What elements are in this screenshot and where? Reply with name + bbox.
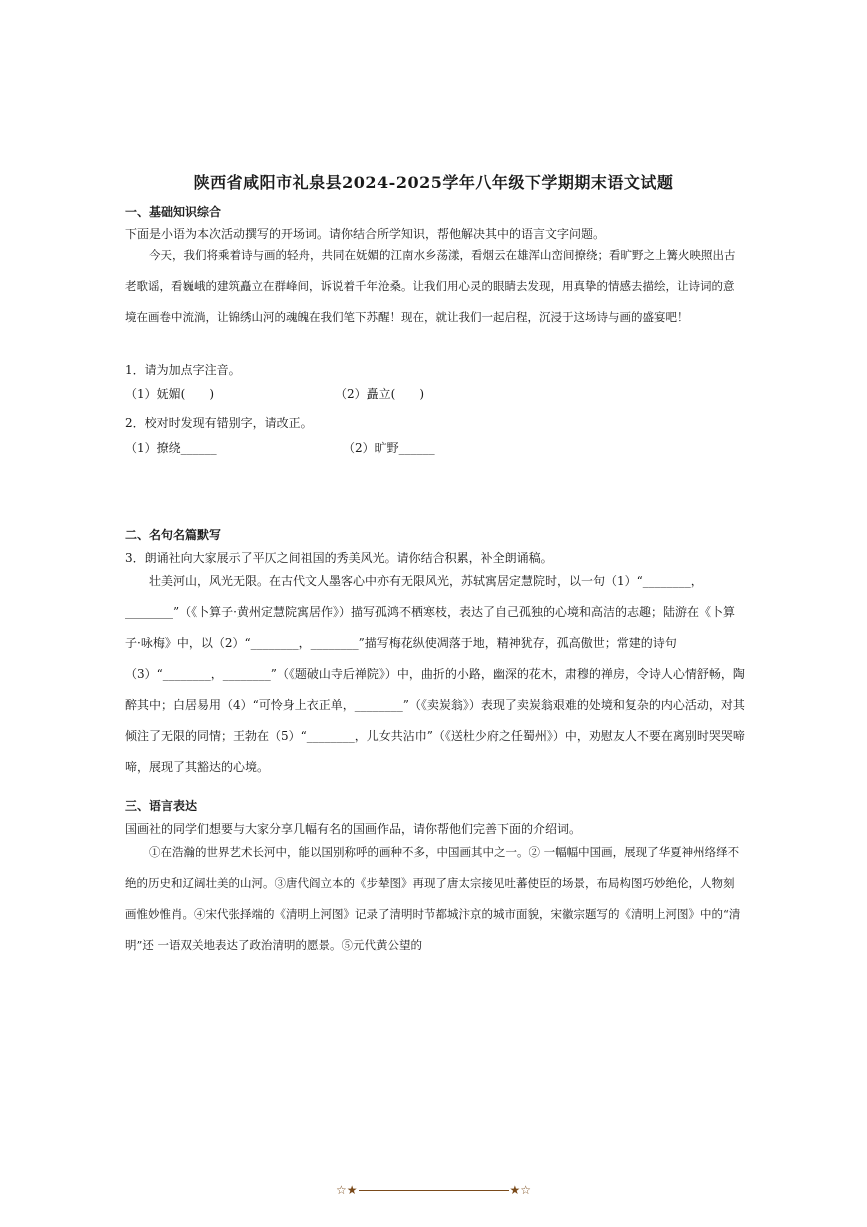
footer-right-stars: ★☆ [509,1183,532,1197]
section1-passage: 今天，我们将乘着诗与画的轻舟，共同在妩媚的江南水乡荡漾，看烟云在雄浑山峦间撩绕；看旷野之上篝火映照出古老歌谣，看巍峨的建筑矗立在群峰间，诉说着千年沧桑。让我们用心灵的眼睛去发现，用真挚的情感去描绘，让诗词的意境在画卷中流淌，让锦绣山河的魂魄在我们笔下苏醒！现在，就让我们一起启程，沉浸于这场诗与画的盛宴吧！ [125,248,736,324]
section1-intro: 下面是小语为本次活动撰写的开场词。请你结合所学知识，帮他解决其中的语言文字问题。 [125,227,606,241]
section3-heading: 三、语言表达 [125,799,198,813]
section3-intro: 国画社的同学们想要与大家分享几幅有名的国画作品，请你帮他们完善下面的介绍词。 [125,822,582,836]
question-3: 3．朗诵社向大家展示了平仄之间祖国的秀美风光。请你结合积累，补全朗诵稿。 [125,551,553,565]
footer-left-stars: ☆★ [335,1183,358,1197]
question-1: 1．请为加点字注音。 [125,363,241,377]
section3-passage: ①在浩瀚的世界艺术长河中，能以国别称呼的画种不多，中国画其中之一。② 一幅幅中国画，展现了华夏神州络绎不绝的历史和辽阔壮美的山河。③唐代阎立本的《步辇图》再现了唐太宗接见吐蕃使臣的场景，布局构图巧妙绝伦，人物刻画惟妙惟肖。④宋代张择端的《清明上河图》记录了清明时节都城汴京的城市面貌，宋徽宗题写的《清明上河图》中的“清明”还 一语双关地表达了政治清明的愿景。⑤元代黄公望的 [125,845,741,952]
question-2-part-2: （2）旷野______ [343,441,435,455]
question-1-part-1: （1）妩媚( ) [125,387,214,401]
page-title: 陕西省咸阳市礼泉县2024-2025学年八年级下学期期末语文试题 [193,173,674,192]
page-footer [0,1183,867,1197]
section1-heading: 一、基础知识综合 [125,205,222,219]
section2-heading: 二、名句名篇默写 [125,528,222,542]
question-2: 2．校对时发现有错别字，请改正。 [125,416,313,430]
question-1-part-2: （2）矗立( ) [335,387,424,401]
question-2-part-1: （1）撩绕______ [125,441,217,455]
footer-divider [359,1190,509,1191]
section2-passage: 壮美河山，风光无限。在古代文人墨客心中亦有无限风光，苏轼寓居定慧院时，以一句（1）“________，________”（《卜算子·黄州定慧院寓居作》）描写孤鸿不栖寒枝，表达了自己孤独的心境和高洁的志趣；陆游在《卜算子·咏梅》中，以（2）“________，________”描写梅花纵使凋落于地，精神犹存，孤高傲世；常建的诗句（3）“________，________”（《题破山寺后禅院》）中，曲折的小路，幽深的花木，肃穆的禅房，令诗人心情舒畅，陶醉其中；白居易用（4）“可怜身上衣正单，________”（《卖炭翁》）表现了卖炭翁艰难的处境和复杂的内心活动，对其倾注了无限的同情；王勃在（5）“________，儿女共沾巾”（《送杜少府之任蜀州》）中，劝慰友人不要在离别时哭哭啼啼，展现了其豁达的心境。 [125,574,745,774]
